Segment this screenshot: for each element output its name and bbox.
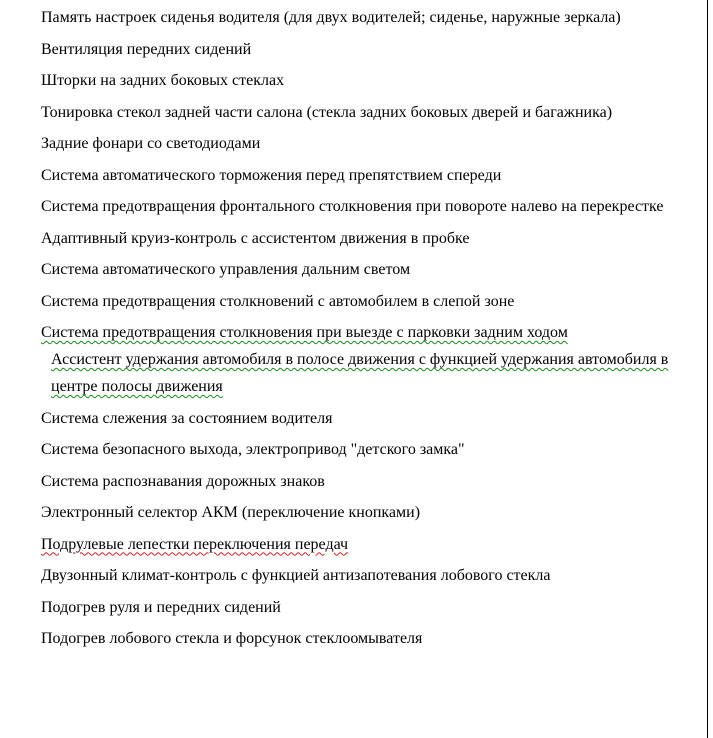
list-item[interactable]: Система безопасного выхода, электропривод "детского замка" <box>41 441 465 458</box>
list-item[interactable] <box>41 319 681 346</box>
list-item[interactable]: Система распознавания дорожных знаков <box>41 472 325 490</box>
list-item-text: Система предотвращения столкновения при выезде с парковки задним ходом <box>41 324 568 341</box>
list-item[interactable]: Система слежения за состоянием водителя <box>41 409 333 427</box>
list-item[interactable]: Электронный селектор АКМ (переключение кнопками) <box>41 504 421 521</box>
list-item-text: Подрулевые лепестки переключения передач <box>41 535 349 553</box>
list-item[interactable]: Система автоматического управления дальним светом <box>41 261 411 278</box>
list-item[interactable]: Система предотвращения фронтального столкновения при повороте налево на перекрестке <box>41 198 664 215</box>
list-item[interactable]: Система предотвращения столкновений с автомобилем в слепой зоне <box>41 292 515 310</box>
list-item[interactable]: Подогрев лобового стекла и форсунок стеклоомывателя <box>41 630 423 647</box>
list-item[interactable]: Задние фонари со светодиодами <box>41 135 261 152</box>
list-item[interactable]: Шторки на задних боковых стеклах <box>41 72 285 89</box>
list-item[interactable]: Память настроек сиденья водителя (для двух водителей; сиденье, наружные зеркала) <box>41 9 621 26</box>
feature-list <box>41 4 681 657</box>
list-item[interactable]: Тонировка стекол задней части салона (стекла задних боковых дверей и багажника) <box>41 103 613 121</box>
list-item[interactable]: Система автоматического торможения перед препятствием спереди <box>41 166 502 184</box>
list-item[interactable] <box>41 346 681 400</box>
list-item[interactable]: Адаптивный круиз-контроль с ассистентом движения в пробке <box>41 229 470 247</box>
list-item[interactable]: Вентиляция передних сидений <box>41 40 252 58</box>
table-right-border <box>707 0 708 738</box>
list-item-text: Ассистент удержания автомобиля в полосе движения с функцией удержания автомобиля в центре полосы движения <box>51 351 669 395</box>
list-item[interactable]: Подогрев руля и передних сидений <box>41 598 281 616</box>
list-item[interactable]: Двузонный климат-контроль с функцией антизапотевания лобового стекла <box>41 567 551 584</box>
list-item[interactable] <box>41 531 681 558</box>
